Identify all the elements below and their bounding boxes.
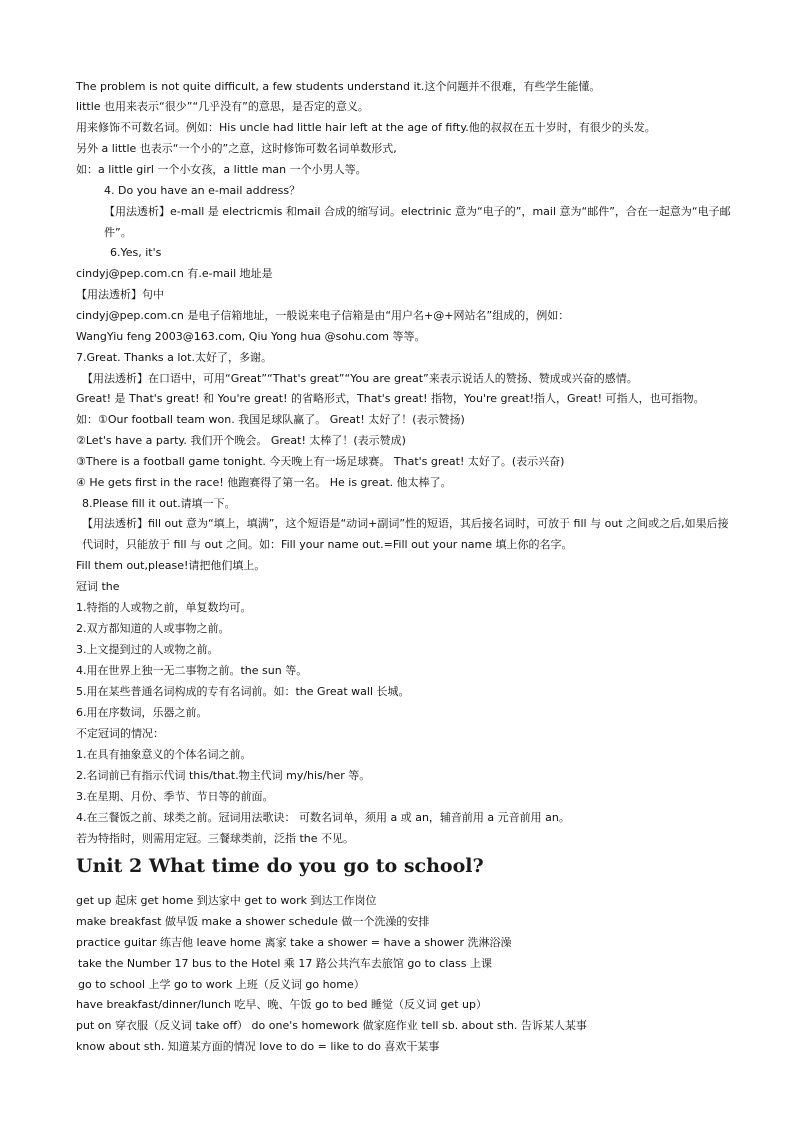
example-line: 如：①Our football team won. 我国足球队赢了。 Great! 太好了！(表示赞扬) bbox=[76, 413, 465, 426]
vocab-line: get up 起床 get home 到达家中 get to work 到达工作岗位 bbox=[76, 894, 377, 907]
list-item: 2.双方都知道的人或事物之前。 bbox=[76, 622, 230, 635]
text-line: 用来修饰不可数名词。例如：His uncle had little hair left at the age of fifty.他的叔叔在五十岁时，有很少的头发。 bbox=[76, 121, 656, 134]
usage-note: 【用法透析】fill out 意为“填上，填满”，这个短语是“动词+副词”性的短语，其后接名词时，可放于 fill 与 out 之间或之后,如果后接代词时，只能放于 fill 与 out 之间。如：Fill your name out.=Fill out your name 填上你的名字。 bbox=[82, 517, 729, 551]
text-line: little 也用来表示“很少”“几乎没有”的意思，是否定的意义。 bbox=[76, 100, 369, 113]
text-line: 若为特指时，则需用定冠。三餐球类前，泛指 the 不见。 bbox=[76, 832, 355, 845]
text-line: 如：a little girl 一个小女孩，a little man 一个小男人等。 bbox=[76, 163, 367, 176]
question-heading: 6.Yes, it's bbox=[110, 246, 162, 259]
text-line: WangYiu feng 2003@163.com, Qiu Yong hua @sohu.com 等等。 bbox=[76, 330, 426, 343]
text-line: The problem is not quite difficult, a few students understand it.这个问题并不很难，有些学生能懂。 bbox=[76, 80, 601, 93]
example-line: ②Let's have a party. 我们开个晚会。 Great! 太棒了！(表示赞成) bbox=[76, 434, 406, 447]
text-line: Great! 是 That's great! 和 You're great! 的省略形式，That's great! 指物，You're great!指人，Great! 可指人，也可指物。 bbox=[76, 392, 705, 405]
example-line: ③There is a football game tonight. 今天晚上有一场足球赛。 That's great! 太好了。(表示兴奋) bbox=[76, 455, 565, 468]
usage-note: 【用法透析】在口语中，可用“Great”“That's great”“You are great”来表示说话人的赞扬、赞成或兴奋的感情。 bbox=[82, 372, 638, 385]
section-label: 不定冠词的情况： bbox=[76, 727, 164, 740]
question-heading: 4. Do you have an e-mail address？ bbox=[104, 184, 301, 197]
list-item: 4.在三餐饭之前、球类之前。冠词用法歌诀： 可数名词单，须用 a 或 an，辅音前用 a 元音前用 an。 bbox=[76, 811, 570, 824]
usage-note: 【用法透析】e-mall 是 electricmis 和mail 合成的缩写词。electrinic 意为“电子的”，mail 意为“邮件”，合在一起意为“电子邮件”。 bbox=[104, 205, 731, 239]
list-item: 6.用在序数词，乐器之前。 bbox=[76, 706, 208, 719]
list-item: 4.用在世界上独一无二事物之前。the sun 等。 bbox=[76, 664, 308, 677]
vocab-line: have breakfast/dinner/lunch 吃早、晚、午饭 go to bed 睡觉（反义词 get up） bbox=[76, 998, 487, 1011]
list-item: 1.在具有抽象意义的个体名词之前。 bbox=[76, 748, 252, 761]
list-item: 5.用在某些普通名词构成的专有名词前。如：the Great wall 长城。 bbox=[76, 685, 410, 698]
list-item: 3.上文提到过的人或物之前。 bbox=[76, 643, 219, 656]
vocab-line: practice guitar 练吉他 leave home 离家 take a shower = have a shower 洗淋浴澡 bbox=[76, 936, 512, 949]
text-line: cindyj@pep.com.cn 有.e-mail 地址是 bbox=[76, 267, 273, 280]
text-line: 另外 a little 也表示“一个小的”之意，这时修饰可数名词单数形式, bbox=[76, 142, 397, 155]
vocab-line: put on 穿衣服（反义词 take off） do one's homework 做家庭作业 tell sb. about sth. 告诉某人某事 bbox=[76, 1019, 587, 1032]
list-item: 1.特指的人或物之前，单复数均可。 bbox=[76, 601, 252, 614]
list-item: 2.名词前已有指示代词 this/that.物主代词 my/his/her 等。 bbox=[76, 769, 371, 782]
vocab-line: go to school 上学 go to work 上班（反义词 go home） bbox=[78, 978, 365, 991]
unit-title: Unit 2 What time do you go to school? bbox=[76, 855, 484, 877]
section-label: 冠词 the bbox=[76, 580, 120, 593]
text-line: Fill them out,please!请把他们填上。 bbox=[76, 559, 266, 572]
question-heading: 7.Great. Thanks a lot.太好了，多谢。 bbox=[76, 351, 272, 364]
question-heading: 8.Please fill it out.请填一下。 bbox=[82, 497, 236, 510]
text-line: cindyj@pep.com.cn 是电子信箱地址，一般说来电子信箱是由“用户名+@+网站名”组成的，例如： bbox=[76, 309, 570, 322]
vocab-line: make breakfast 做早饭 make a shower schedule 做一个洗澡的安排 bbox=[76, 915, 430, 928]
list-item: 3.在星期、月份、季节、节日等的前面。 bbox=[76, 790, 274, 803]
usage-note-label: 【用法透析】句中 bbox=[76, 288, 164, 301]
example-line: ④ He gets first in the race! 他跑赛得了第一名。 He is great. 他太棒了。 bbox=[76, 476, 452, 489]
vocab-line: take the Number 17 bus to the Hotel 乘 17 路公共汽车去旅馆 go to class 上课 bbox=[78, 957, 492, 970]
vocab-line: know about sth. 知道某方面的情况 love to do = like to do 喜欢干某事 bbox=[76, 1040, 440, 1053]
